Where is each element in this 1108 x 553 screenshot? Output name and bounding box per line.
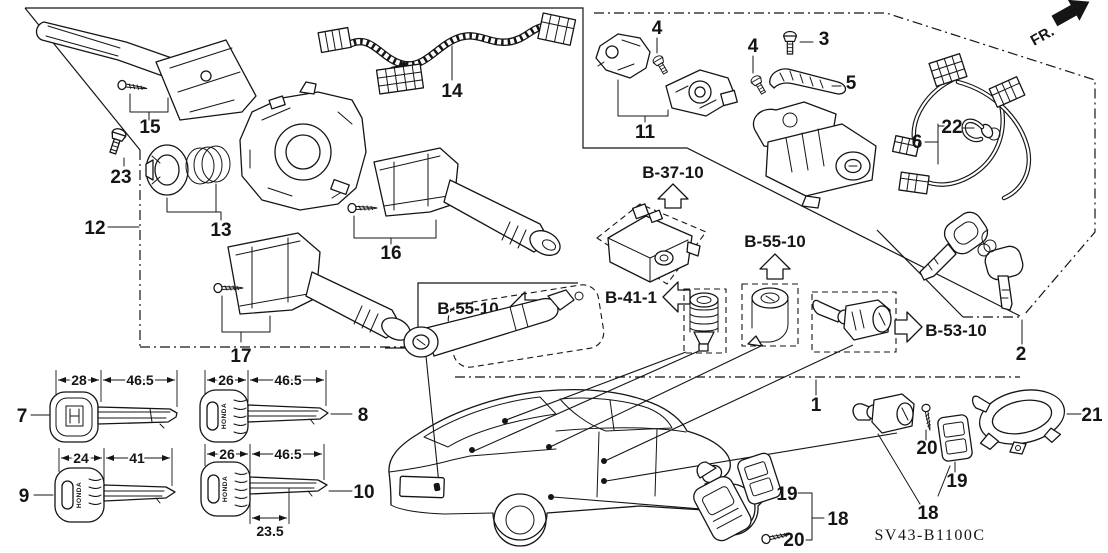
- part-13-cancel-cam: [146, 145, 230, 220]
- dim-key10-cut: 23.5: [256, 523, 284, 539]
- part-4-screw-a: [652, 38, 670, 76]
- ref-label-door-rear: B-53-10: [925, 321, 987, 340]
- callout-19a: 19: [776, 484, 798, 505]
- callout-9: 9: [18, 486, 30, 507]
- lock-position-dots: [469, 418, 607, 500]
- front-label: FR.: [1027, 22, 1058, 50]
- ref-door-rear-cylinder: [812, 292, 987, 352]
- key-9: [34, 448, 175, 522]
- key-brand-text: HONDA: [222, 475, 229, 503]
- ref-label-trunk: B-55-10: [744, 232, 806, 251]
- ref-label-ignition: B-55-10: [437, 299, 499, 318]
- callout-20a: 20: [783, 530, 805, 551]
- ref-arrow-right-icon: [895, 312, 922, 342]
- ref-arrow-up-icon: [658, 184, 688, 208]
- master-keys-with-ring: [920, 208, 1025, 310]
- part-3-bolt: [784, 32, 813, 55]
- dim-key8-blade: 46.5: [274, 372, 302, 388]
- reference-cylinders: [404, 163, 987, 369]
- ref-label-glovebox: B-37-10: [642, 163, 704, 182]
- callout-17: 17: [230, 346, 252, 367]
- diagram-code: SV43-B1100C: [874, 527, 986, 544]
- part-4-screw-b: [750, 56, 768, 96]
- ref-arrow-left-icon: [663, 282, 690, 312]
- part-11-steering-lock-bracket: [596, 34, 737, 122]
- callout-21: 21: [1081, 405, 1103, 426]
- ref-arrow-up-icon: [760, 254, 790, 279]
- key-7: [31, 370, 177, 442]
- callout-10: 10: [353, 482, 375, 503]
- front-arrow-icon: [1049, 0, 1096, 31]
- callout-3: 3: [818, 29, 830, 50]
- dim-key10-blade: 46.5: [274, 446, 302, 462]
- callout-4a: 4: [651, 18, 663, 39]
- ref-label-door-front: B-41-1: [605, 288, 657, 307]
- callout-23: 23: [110, 167, 132, 188]
- part-15-turn-signal-switch: [36, 22, 256, 120]
- front-direction-marker: [1022, 0, 1097, 49]
- key-blanks-section: [17, 370, 375, 539]
- callout-5: 5: [845, 73, 857, 94]
- callout-6: 6: [911, 132, 923, 153]
- ref-door-front-cylinder: [605, 282, 726, 353]
- callout-16: 16: [380, 243, 402, 264]
- dim-key7-blade: 46.5: [126, 372, 154, 388]
- callout-1: 1: [810, 395, 822, 416]
- dim-key8-head: 26: [218, 372, 234, 388]
- part-23-bolt: [106, 127, 127, 166]
- callout-12: 12: [84, 218, 106, 239]
- ref-ignition-cylinder: [404, 283, 606, 370]
- part-22-valet-key: [963, 121, 1000, 140]
- key-10: [201, 444, 352, 539]
- callout-14: 14: [441, 81, 463, 102]
- callout-18b: 18: [917, 503, 939, 524]
- dim-key10-head: 26: [219, 446, 235, 462]
- ref-glovebox-lock: [597, 163, 706, 284]
- callout-22: 22: [941, 117, 963, 138]
- callout-18a: 18: [827, 509, 849, 530]
- key-8: [200, 370, 352, 442]
- key-brand-text: HONDA: [76, 481, 83, 509]
- key-brand-text: HONDA: [221, 402, 228, 430]
- callout-20b: 20: [916, 438, 938, 459]
- dim-key9-blade: 41: [129, 450, 145, 466]
- callout-19b: 19: [946, 471, 968, 492]
- callout-2: 2: [1015, 344, 1027, 365]
- callout-4b: 4: [747, 36, 759, 57]
- ignition-lock-assembly: [753, 102, 876, 208]
- callout-15: 15: [139, 117, 161, 138]
- part-5-clamp: [770, 69, 846, 94]
- dim-key7-head: 28: [71, 372, 87, 388]
- callout-13: 13: [210, 220, 232, 241]
- callout-8: 8: [357, 405, 369, 426]
- dim-key9-head: 24: [73, 450, 89, 466]
- callout-7: 7: [16, 406, 28, 427]
- ref-trunk-cylinder: [742, 232, 806, 346]
- callout-11: 11: [634, 122, 656, 143]
- part-21-lock-ring: [972, 383, 1081, 457]
